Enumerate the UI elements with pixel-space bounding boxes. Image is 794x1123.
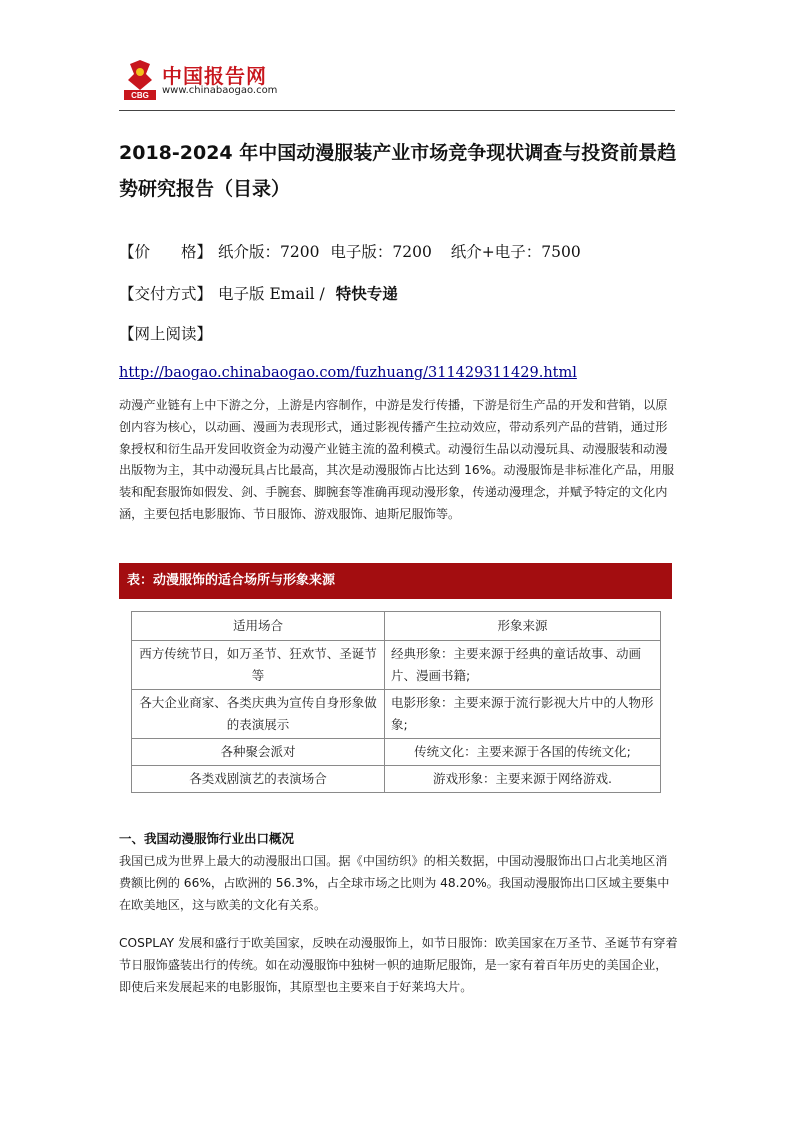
online-line [119, 322, 212, 344]
header-image-source: 形象来源 [385, 612, 661, 641]
cell-image-source: 经典形象：主要来源于经典的童话故事、动画片、漫画书籍; [385, 641, 661, 690]
table-row [132, 641, 661, 690]
cell-occasion: 西方传统节日，如万圣节、狂欢节、圣诞节等 [132, 641, 385, 690]
cell-image-source: 游戏形象：主要来源于网络游戏. [385, 766, 661, 793]
header-divider [119, 110, 675, 111]
section-paragraph-1: 我国已成为世界上最大的动漫服出口国。据《中国纺织》的相关数据，中国动漫服饰出口占北美地区消费额比例的 66%，占欧洲的 56.3%，占全球市场之比则为 48.20%。我国动漫服饰出口区域主要集中在欧美地区，这与欧美的文化有关系。 [119, 854, 670, 912]
section-heading: 一、我国动漫服饰行业出口概况 [119, 831, 295, 846]
price-paper: 纸介版：7200 [218, 243, 320, 261]
table-row [132, 739, 661, 766]
table-row [132, 766, 661, 793]
online-label: 【网上阅读】 [119, 325, 213, 343]
cell-image-source: 电影形象：主要来源于流行影视大片中的人物形象; [385, 690, 661, 739]
site-logo[interactable] [124, 58, 384, 104]
table-caption: 表：动漫服饰的适合场所与形象来源 [119, 563, 672, 599]
table-row [132, 690, 661, 739]
logo-emblem-icon [124, 60, 156, 100]
delivery-express: 特快专递 [335, 284, 398, 303]
price-electronic: 电子版：7200 [330, 243, 432, 261]
price-label: 【价 格】 [119, 243, 213, 261]
section-paragraph-2: COSPLAY 发展和盛行于欧美国家，反映在动漫服饰上，如节日服饰：欧美国家在万圣节、圣诞节有穿着节日服饰盛装出行的传统。如在动漫服饰中独树一帜的迪斯尼服饰，是一家有着百年历史的美国企业，即使后来发展起来的电影服饰，其原型也主要来自于好莱坞大片。 [119, 936, 678, 994]
cell-image-source: 传统文化：主要来源于各国的传统文化; [385, 739, 661, 766]
report-title: 2018-2024 年中国动漫服装产业市场竞争现状调查与投资前景趋势研究报告（目录） [119, 142, 677, 200]
logo-url: www.chinabaogao.com [162, 85, 278, 96]
intro-paragraph: 动漫产业链有上中下游之分，上游是内容制作，中游是发行传播，下游是衍生产品的开发和营销，以原创内容为核心，以动画、漫画为表现形式，通过影视传播产生拉动效应，带动系列产品的营销，通过形象授权和衍生品开发回收资金为动漫产业链主流的盈利模式。动漫衍生品以动漫玩具、动漫服装和动漫出版物为主，其中动漫玩具占比最高，其次是动漫服饰占比达到 16%。动漫服饰是非标准化产品，用服装和配套服饰如假发、剑、手腕套、脚腕套等准确再现动漫形象，传递动漫理念，并赋予特定的文化内涵，主要包括电影服饰、节日服饰、游戏服饰、迪斯尼服饰等。 [119, 398, 675, 521]
price-combo: 纸介+电子：7500 [450, 243, 581, 261]
table-header-row [132, 612, 661, 641]
logo-emblem-text: CBG [131, 91, 149, 100]
header-occasion: 适用场合 [132, 612, 385, 641]
logo-name: 中国报告网 [162, 64, 267, 88]
delivery-line [119, 282, 398, 304]
occasion-image-table [131, 611, 661, 793]
price-line [119, 240, 581, 262]
cell-occasion: 各类戏剧演艺的表演场合 [132, 766, 385, 793]
report-link[interactable]: http://baogao.chinabaogao.com/fuzhuang/311429311429.html [119, 365, 577, 381]
delivery-method: 电子版 Email / [218, 285, 325, 303]
cell-occasion: 各种聚会派对 [132, 739, 385, 766]
cell-occasion: 各大企业商家、各类庆典为宣传自身形象做的表演展示 [132, 690, 385, 739]
delivery-label: 【交付方式】 [119, 285, 213, 303]
